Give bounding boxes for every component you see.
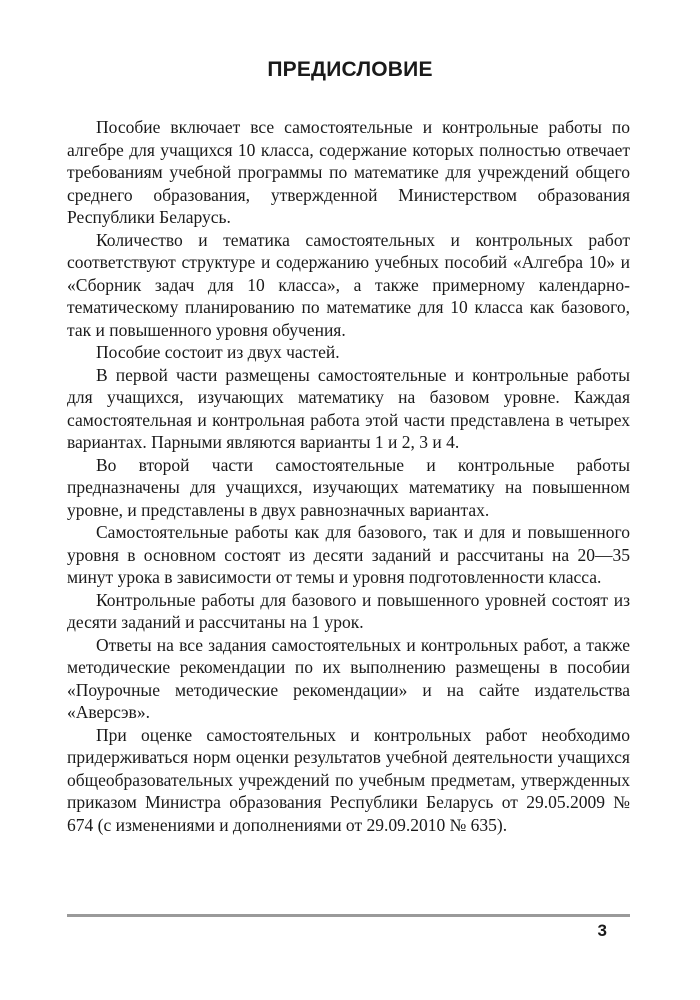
paragraph-3: Пособие состоит из двух частей. [96, 342, 340, 362]
footer-divider [67, 914, 630, 917]
paragraph-1: Пособие включает все самостоятельные и контрольные работы по алгебре для учащихся 10 класса, содержание которых полностью отвечает требованиям учебной программы по математике для учреждений общего среднего образования, утвержденной Министерством образования Республики Беларусь. [67, 117, 630, 227]
paragraph-4: В первой части размещены самостоятельные и контрольные работы для учащихся, изучающих математику на базовом уровне. Каждая самостоятельная и контрольная работа этой части представлена в четырех вариантах. Парными являются варианты 1 и 2, 3 и 4. [67, 364, 630, 452]
paragraph-5: Во второй части самостоятельные и контрольные работы предназначены для учащихся, изучающих математику на повышенном уровне, и представлены в двух равнозначных вариантах. [67, 454, 630, 520]
page-number: 3 [597, 921, 607, 940]
page-title: ПРЕДИСЛОВИЕ [267, 58, 433, 81]
paragraph-6: Самостоятельные работы как для базового, так и для и повышенного уровня в основном состоят из десяти заданий и рассчитаны на 20—35 минут урока в зависимости от темы и уровня подготовленности класса. [67, 522, 630, 587]
paragraph-2: Количество и тематика самостоятельных и контрольных работ соответствуют структуре и содержанию учебных пособий «Алгебра 10» и «Сборник задач для 10 класса», а также примерному календарно-тематическому планированию по математике для 10 класса как базового, так и повышенного уровня обучения. [67, 229, 630, 340]
paragraph-8: Ответы на все задания самостоятельных и контрольных работ, а также методические рекомендации по их выполнению размещены в пособии «Поурочные методические рекомендации» и на сайте издательства «Аверсэв». [67, 634, 630, 722]
paragraph-7: Контрольные работы для базового и повышенного уровней состоят из десяти заданий и рассчитаны на 1 урок. [67, 589, 630, 632]
preface-body [67, 116, 630, 836]
paragraph-9: При оценке самостоятельных и контрольных работ необходимо придерживаться норм оценки результатов учебной деятельности учащихся общеобразовательных учреждений по учебным предметам, утвержденных приказом Министра образования Республики Беларусь от 29.05.2009 № 674 (с изменениями и дополнениями от 29.09.2010 № 635). [67, 724, 630, 835]
